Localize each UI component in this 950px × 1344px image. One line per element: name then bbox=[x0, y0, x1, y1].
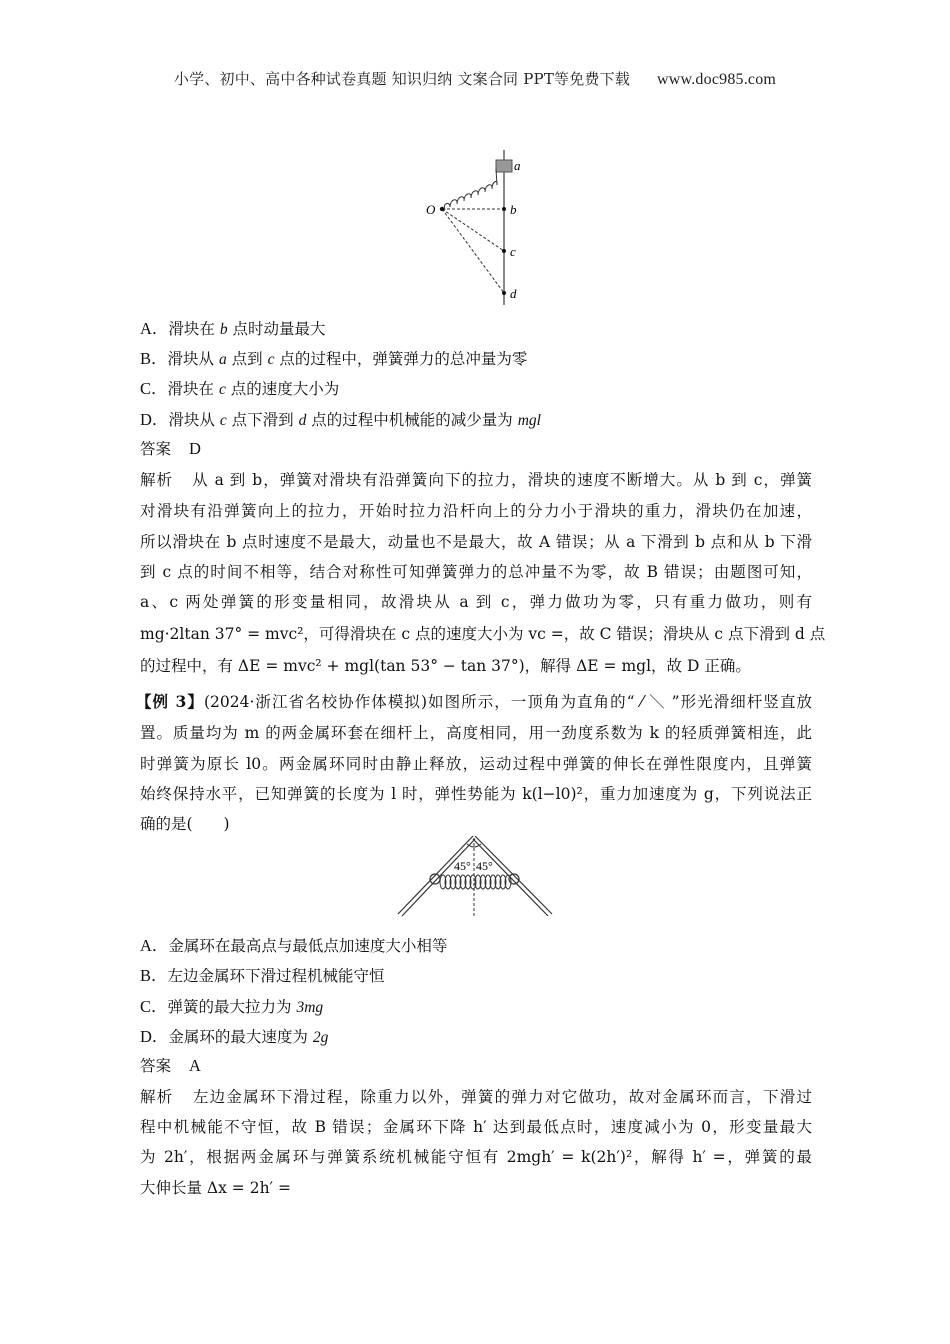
dashed-line-oc bbox=[442, 209, 504, 251]
option-letter: D． bbox=[140, 1027, 169, 1046]
q2-analysis-line-5 bbox=[140, 590, 812, 612]
header-text: 小学、初中、高中各种试卷真题 知识归纳 文案合同 PPT等免费下载 bbox=[173, 70, 631, 88]
header-url[interactable]: www.doc985.com bbox=[657, 71, 777, 88]
q2-analysis-line-4 bbox=[140, 560, 812, 582]
option-text: 点的速度大小为 bbox=[225, 380, 340, 398]
page-header bbox=[0, 68, 950, 89]
option-var: a bbox=[218, 351, 227, 368]
right-rod-outer bbox=[475, 836, 552, 914]
stem-text: 始终保持水平，已知弹簧的长度为 l 时，弹性势能为 k(l−l0)²，重力加速度为 g，下列说法正 bbox=[140, 785, 812, 803]
option-var: c bbox=[218, 381, 226, 398]
option-letter: B． bbox=[140, 349, 168, 368]
example-tag: 【例 3】 bbox=[136, 692, 204, 711]
q3-option-b bbox=[140, 962, 385, 986]
label-a: a bbox=[514, 158, 521, 173]
option-math: 3mg bbox=[296, 999, 324, 1016]
analysis-text: 的过程中，有 ΔE = mvc² + mgl(tan 53° − tan 37°)，解得 ΔE = mgl，故 D 正确。 bbox=[140, 657, 751, 675]
label-o: O bbox=[426, 202, 436, 217]
q3-option-d bbox=[140, 1023, 328, 1047]
q2-analysis-line-1 bbox=[140, 468, 812, 490]
q3-stem-line-1 bbox=[136, 690, 812, 712]
figure-right-angle-rod bbox=[390, 830, 560, 925]
option-text: 点到 bbox=[226, 350, 268, 368]
answer-value: D bbox=[189, 439, 201, 458]
q3-answer bbox=[140, 1054, 201, 1076]
q3-analysis-line-3 bbox=[140, 1145, 812, 1167]
spring bbox=[444, 169, 497, 210]
option-var: d bbox=[298, 412, 307, 429]
q2-answer bbox=[140, 437, 201, 459]
option-text: 滑块在 bbox=[168, 320, 220, 338]
option-var: c bbox=[267, 351, 275, 368]
label-b: b bbox=[510, 202, 517, 217]
answer-label: 答案 bbox=[140, 440, 172, 458]
option-text: 点时动量最大 bbox=[227, 320, 326, 338]
option-text: 滑块在 bbox=[167, 380, 219, 398]
analysis-text: 程中机械能不守恒，故 B 错误；金属环下降 h′ 达到最低点时，速度减小为 0，形变量最大 bbox=[140, 1118, 812, 1136]
slider-block bbox=[496, 160, 512, 172]
q2-analysis-line-6 bbox=[140, 622, 826, 644]
analysis-text: a、c 两处弹簧的形变量相同，故滑块从 a 到 c，弹力做功为零，只有重力做功，则有 bbox=[140, 593, 812, 611]
q2-option-b bbox=[140, 345, 527, 369]
q2-option-c bbox=[140, 375, 339, 399]
q3-stem-line-5 bbox=[140, 812, 230, 834]
dashed-line-od bbox=[442, 209, 504, 293]
option-letter: B． bbox=[140, 966, 168, 985]
q3-analysis-line-2 bbox=[140, 1115, 812, 1137]
point-d bbox=[502, 291, 506, 295]
answer-label: 答案 bbox=[140, 1057, 172, 1075]
analysis-text: 为 2h′，根据两金属环与弹簧系统机械能守恒有 2mgh′ = k(2h′)²，解得 h′ =，弹簧的最 bbox=[140, 1148, 812, 1166]
q3-stem-line-2 bbox=[140, 721, 812, 743]
label-d: d bbox=[510, 286, 517, 301]
option-text: 点的过程中，弹簧弹力的总冲量为零 bbox=[274, 350, 528, 368]
option-text: 金属环的最大速度为 bbox=[168, 1028, 313, 1046]
option-text: 点下滑到 bbox=[226, 411, 299, 429]
stem-text: 确的是( ) bbox=[140, 815, 230, 833]
option-letter: C． bbox=[140, 997, 168, 1016]
option-text: 左边金属环下滑过程机械能守恒 bbox=[167, 967, 385, 985]
point-o bbox=[440, 207, 444, 211]
q2-option-a bbox=[140, 315, 326, 339]
q3-analysis-line-4 bbox=[140, 1176, 291, 1198]
analysis-text: 到 c 点的时间不相等，结合对称性可知弹簧弹力的总冲量不为零，故 B 错误；由题图可知， bbox=[140, 563, 812, 581]
angle-label-right: 45° bbox=[476, 859, 493, 873]
option-text: 点的过程中机械能的减少量为 bbox=[306, 411, 518, 429]
option-letter: C． bbox=[140, 379, 168, 398]
q2-option-d bbox=[140, 406, 541, 430]
stem-text: (2024·浙江省名校协作体模拟)如图所示，一顶角为直角的“ ⁄ ＼ ”形光滑细杆竖直放 bbox=[203, 693, 813, 711]
spring-coils bbox=[440, 875, 511, 889]
analysis-text: 大伸长量 Δx = 2h′ = bbox=[140, 1179, 291, 1197]
label-c: c bbox=[510, 244, 516, 259]
q2-analysis-line-2 bbox=[140, 499, 812, 521]
stem-text: 时弹簧为原长 l0。两金属环同时由静止释放，运动过程中弹簧的伸长在弹性限度内，且弹簧 bbox=[140, 755, 812, 773]
stem-text: 置。质量均为 m 的两金属环套在细杆上，高度相同，用一劲度系数为 k 的轻质弹簧相连，此 bbox=[140, 724, 812, 742]
q2-analysis-line-3 bbox=[140, 530, 812, 552]
option-letter: A． bbox=[140, 319, 169, 338]
analysis-label: 解析 bbox=[140, 471, 174, 489]
option-text: 弹簧的最大拉力为 bbox=[167, 998, 297, 1016]
option-letter: D． bbox=[140, 410, 169, 429]
option-text: 滑块从 bbox=[168, 411, 220, 429]
option-math: mgl bbox=[517, 412, 541, 429]
analysis-text: mg·2ltan 37° = mvc²，可得滑块在 c 点的速度大小为 vc =，故 C 错误；滑块从 c 点下滑到 d 点 bbox=[140, 625, 826, 643]
analysis-text: 从 a 到 b，弹簧对滑块有沿弹簧向下的拉力，滑块的速度不断增大。从 b 到 c，弹簧 bbox=[191, 471, 812, 489]
option-text: 金属环在最高点与最低点加速度大小相等 bbox=[168, 937, 448, 955]
q2-analysis-line-7 bbox=[140, 654, 751, 676]
left-rod-inner bbox=[402, 839, 475, 916]
point-b bbox=[502, 207, 506, 211]
option-var: b bbox=[219, 321, 228, 338]
analysis-text: 左边金属环下滑过程，除重力以外，弹簧的弹力对它做功，故对金属环而言，下滑过 bbox=[191, 1088, 812, 1106]
q3-option-a bbox=[140, 932, 447, 956]
analysis-label: 解析 bbox=[140, 1088, 174, 1106]
q3-option-c bbox=[140, 993, 323, 1017]
q3-stem-line-3 bbox=[140, 752, 812, 774]
answer-value: A bbox=[189, 1056, 201, 1075]
analysis-text: 对滑块有沿弹簧向上的拉力，开始时拉力沿杆向上的分力小于滑块的重力，滑块仍在加速， bbox=[140, 502, 812, 520]
option-var: c bbox=[219, 412, 227, 429]
point-c bbox=[502, 249, 506, 253]
analysis-text: 所以滑块在 b 点时速度不是最大，动量也不是最大，故 A 错误；从 a 下滑到 b 点和从 b 下滑 bbox=[140, 533, 812, 551]
option-letter: A． bbox=[140, 936, 169, 955]
figure-spring-slider bbox=[400, 145, 560, 310]
option-math: 2g bbox=[312, 1029, 329, 1046]
q3-analysis-line-1 bbox=[140, 1085, 812, 1107]
option-text: 滑块从 bbox=[167, 350, 219, 368]
q3-stem-line-4 bbox=[140, 782, 812, 804]
angle-label-left: 45° bbox=[454, 859, 471, 873]
